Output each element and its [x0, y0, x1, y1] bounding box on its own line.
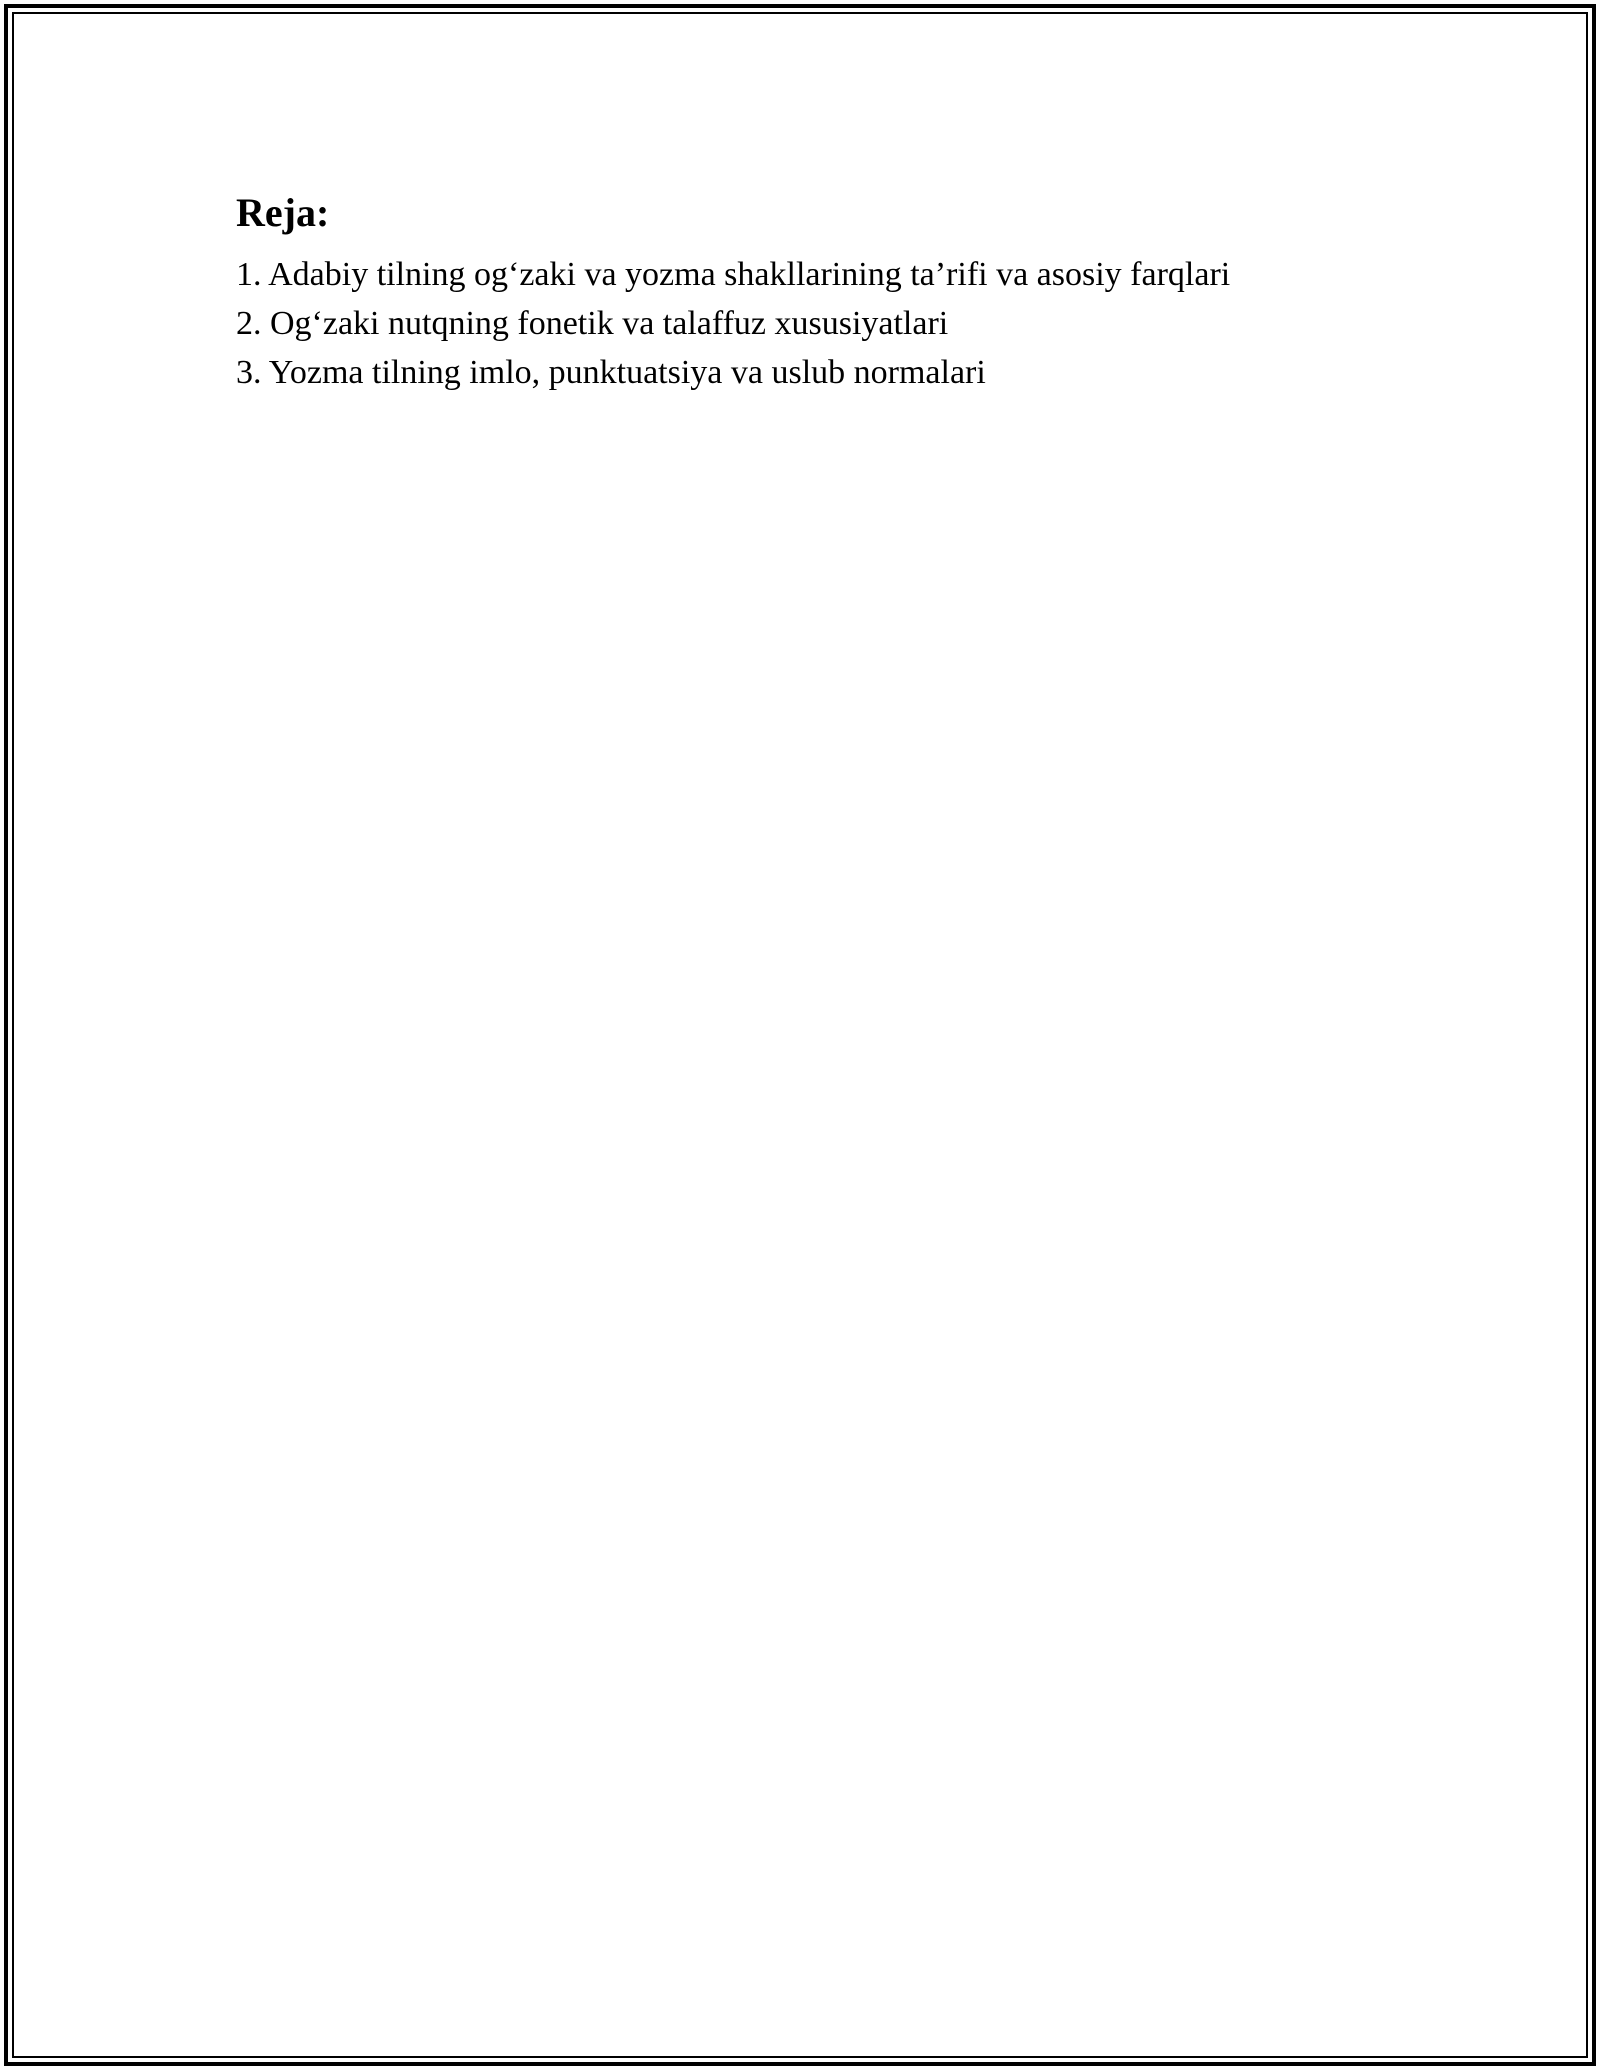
plan-list [236, 250, 1436, 397]
page-content [236, 186, 1436, 397]
plan-item-1: 1. Adabiy tilning og‘zaki va yozma shakllarining ta’rifi va asosiy farqlari [236, 256, 1231, 293]
plan-heading: Reja: [236, 190, 330, 235]
plan-item-3: 3. Yozma tilning imlo, punktuatsiya va uslub normalari [236, 354, 986, 391]
plan-item-2: 2. Og‘zaki nutqning fonetik va talaffuz xususiyatlari [236, 305, 949, 342]
